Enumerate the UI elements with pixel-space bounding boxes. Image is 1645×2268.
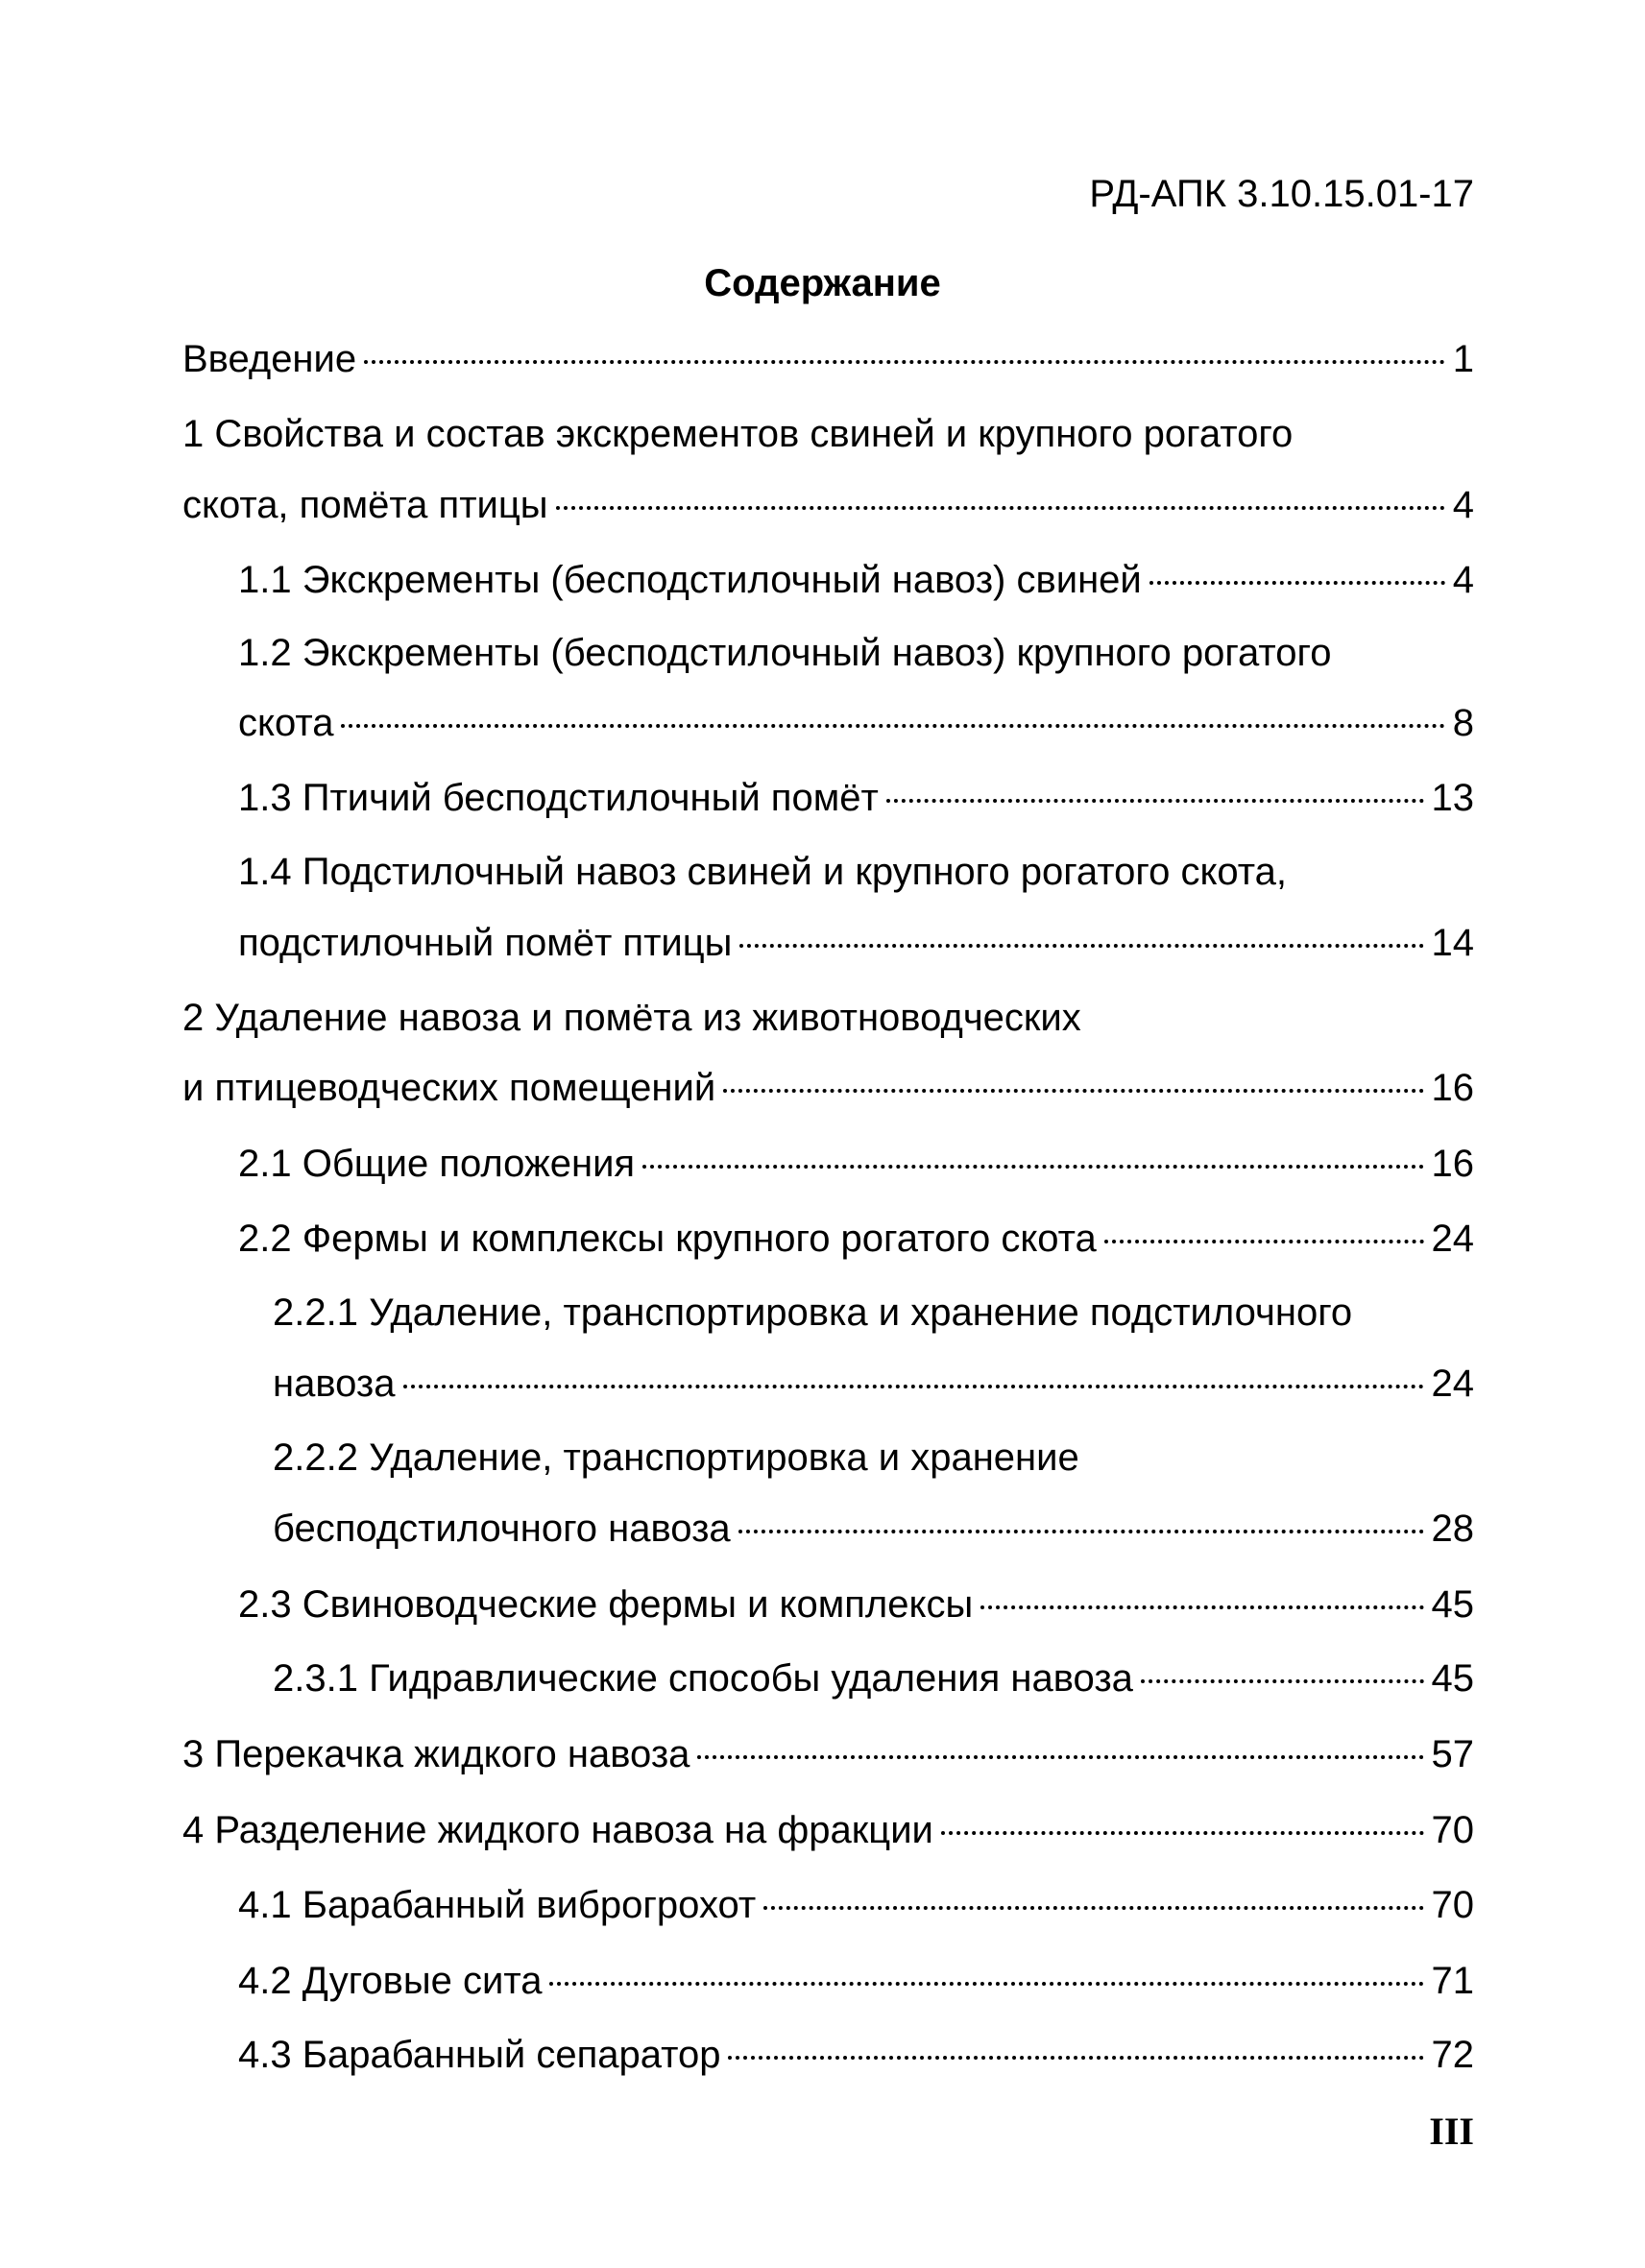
toc-entry[interactable]: [273, 1290, 1474, 1336]
toc-entry-page: 14: [1431, 922, 1474, 964]
toc-entry[interactable]: [238, 849, 1474, 895]
toc-entry-page: 57: [1431, 1733, 1474, 1775]
toc-entry[interactable]: [238, 775, 1474, 821]
toc-entry-text: Введение: [182, 338, 357, 380]
toc-entry-text: 2.3 Свиноводческие фермы и комплексы: [238, 1583, 974, 1626]
toc-entry-text: 1 Свойства и состав экскрементов свиней и крупного рогатого: [182, 413, 1294, 455]
toc-entry[interactable]: [273, 1655, 1474, 1701]
toc-entry-text: 2.1 Общие положения: [238, 1143, 636, 1185]
toc-entry[interactable]: [182, 1807, 1474, 1853]
toc-entry[interactable]: [182, 1731, 1474, 1777]
dot-leader: [549, 1982, 1423, 1986]
toc-entry[interactable]: [238, 700, 1474, 746]
dot-leader: [403, 1385, 1424, 1388]
toc-entry[interactable]: [238, 1882, 1474, 1928]
toc-entry-text: скота, помёта птицы: [182, 484, 548, 526]
toc-entry-text: 1.3 Птичий бесподстилочный помёт: [238, 777, 879, 819]
toc-entry[interactable]: [182, 411, 1474, 457]
dot-leader: [738, 1530, 1424, 1533]
toc-entry[interactable]: [238, 1581, 1474, 1628]
toc-entry-page: 4: [1452, 484, 1474, 526]
toc-entry[interactable]: [182, 995, 1474, 1041]
page-title: Содержание: [704, 262, 941, 304]
toc-entry-text: 2.3.1 Гидравлические способы удаления навоза: [273, 1657, 1133, 1700]
dot-leader: [723, 1089, 1423, 1093]
toc-entry-page: 16: [1431, 1143, 1474, 1185]
toc-entry-text: 4.1 Барабанный виброгрохот: [238, 1884, 757, 1926]
toc-entry-text: 2.2 Фермы и комплексы крупного рогатого скота: [238, 1218, 1097, 1260]
dot-leader: [763, 1906, 1423, 1910]
toc-entry[interactable]: [238, 557, 1474, 603]
toc-entry[interactable]: [182, 1065, 1474, 1111]
toc-entry[interactable]: [182, 482, 1474, 528]
toc-entry-page: 45: [1431, 1657, 1474, 1700]
toc-entry-text: 1.2 Экскременты (бесподстилочный навоз) крупного рогатого: [238, 632, 1332, 674]
toc-entry-text: 2 Удаление навоза и помёта из животноводческих: [182, 997, 1081, 1039]
toc-entry-page: 70: [1431, 1884, 1474, 1926]
toc-entry-page: 71: [1431, 1960, 1474, 2002]
dot-leader: [1141, 1679, 1424, 1683]
toc-entry[interactable]: [238, 1216, 1474, 1262]
dot-leader: [1104, 1240, 1424, 1243]
toc-entry-text: навоза: [273, 1363, 396, 1405]
dot-leader: [556, 506, 1445, 510]
toc-entry-text: 3 Перекачка жидкого навоза: [182, 1733, 690, 1775]
toc-entry-page: 24: [1431, 1363, 1474, 1405]
toc-entry-text: скота: [238, 702, 334, 744]
document-code: РД-АПК 3.10.15.01-17: [1089, 173, 1474, 215]
toc-entry-text: и птицеводческих помещений: [182, 1067, 716, 1109]
dot-leader: [697, 1755, 1423, 1759]
toc-entry-text: 1.1 Экскременты (бесподстилочный навоз) свиней: [238, 559, 1142, 601]
toc-entry-text: 4 Разделение жидкого навоза на фракции: [182, 1809, 933, 1851]
page-number: III: [1429, 2110, 1474, 2153]
toc-entry-text: 1.4 Подстилочный навоз свиней и крупного рогатого скота,: [238, 851, 1288, 893]
toc-entry[interactable]: [273, 1506, 1474, 1552]
dot-leader: [739, 944, 1423, 948]
toc-entry-text: 4.2 Дуговые сита: [238, 1960, 543, 2002]
toc-entry[interactable]: [238, 920, 1474, 966]
toc-entry[interactable]: [238, 1141, 1474, 1187]
toc-entry-page: 1: [1452, 338, 1474, 380]
toc-entry-page: 72: [1431, 2034, 1474, 2076]
toc-entry[interactable]: [238, 630, 1474, 676]
toc-entry-page: 8: [1452, 702, 1474, 744]
toc-entry[interactable]: [273, 1435, 1474, 1481]
toc-entry-page: 70: [1431, 1809, 1474, 1851]
toc-entry-page: 13: [1431, 777, 1474, 819]
toc-entry[interactable]: [182, 336, 1474, 382]
toc-entry-text: 2.2.1 Удаление, транспортировка и хранение подстилочного: [273, 1291, 1353, 1334]
toc-entry-text: подстилочный помёт птицы: [238, 922, 733, 964]
dot-leader: [364, 360, 1445, 364]
dot-leader: [941, 1831, 1424, 1835]
toc-entry-text: 4.3 Барабанный сепаратор: [238, 2034, 721, 2076]
toc-entry-page: 45: [1431, 1583, 1474, 1626]
dot-leader: [980, 1605, 1423, 1609]
toc-entry[interactable]: [238, 1958, 1474, 2004]
dot-leader: [886, 799, 1424, 803]
toc-entry-text: бесподстилочного навоза: [273, 1508, 731, 1550]
toc-entry[interactable]: [238, 2032, 1474, 2078]
dot-leader: [728, 2056, 1423, 2060]
dot-leader: [1149, 581, 1445, 585]
toc-entry-page: 24: [1431, 1218, 1474, 1260]
toc-entry-page: 16: [1431, 1067, 1474, 1109]
toc-entry-text: 2.2.2 Удаление, транспортировка и хранение: [273, 1436, 1079, 1479]
toc-entry[interactable]: [273, 1361, 1474, 1407]
toc-entry-page: 28: [1431, 1508, 1474, 1550]
toc-entry-page: 4: [1452, 559, 1474, 601]
dot-leader: [642, 1165, 1423, 1169]
dot-leader: [341, 724, 1444, 728]
